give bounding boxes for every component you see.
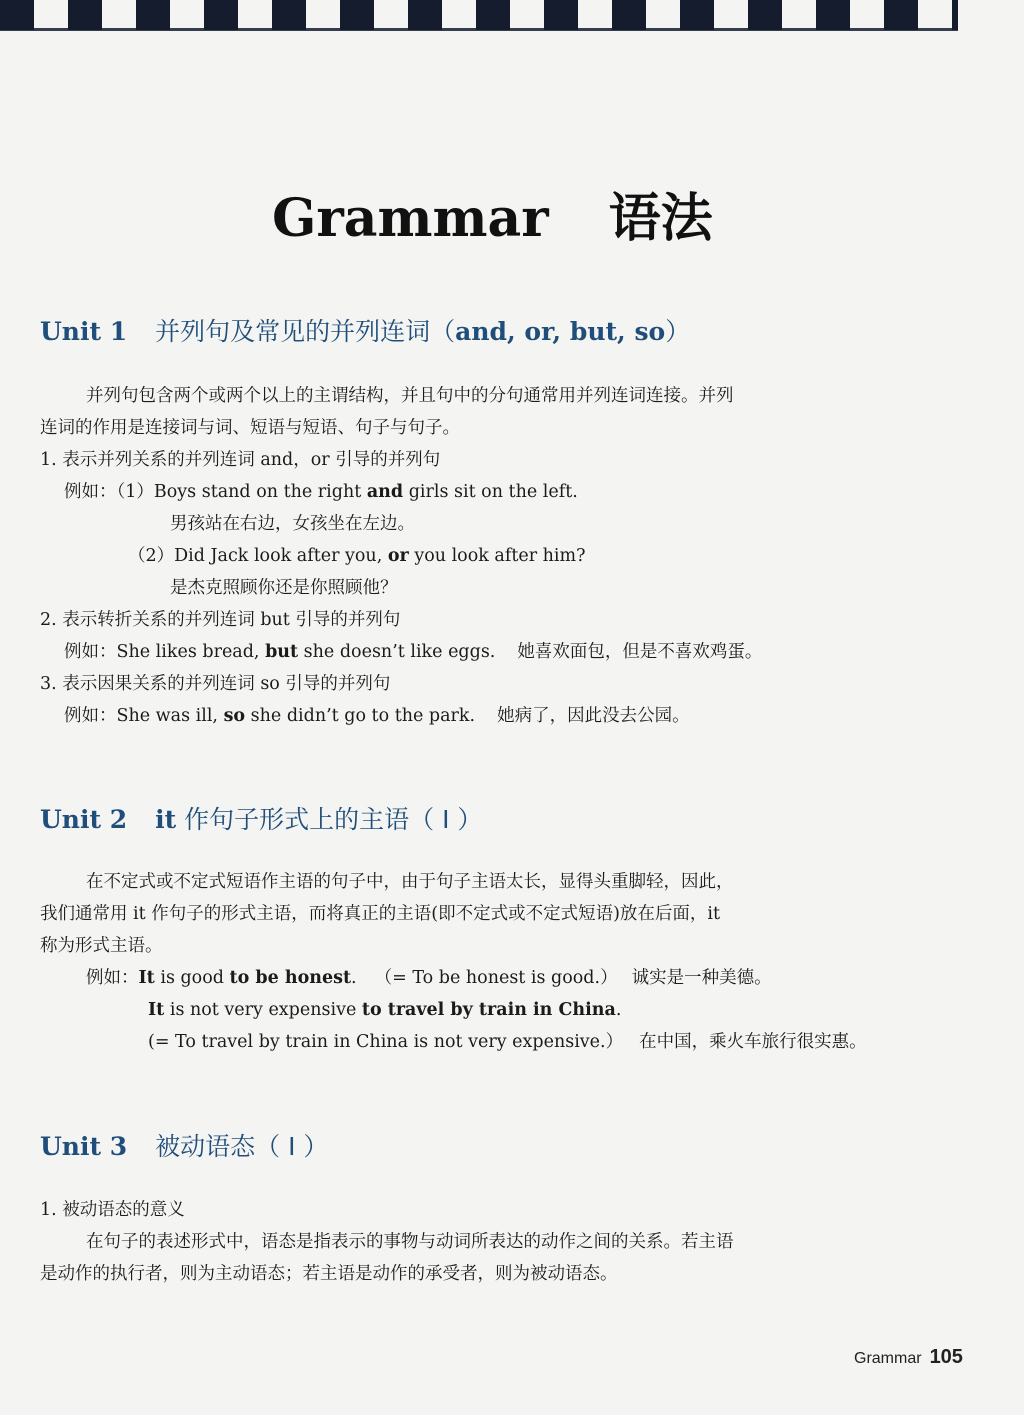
unit3-label: Unit 3	[40, 1132, 128, 1161]
page-number: 105	[929, 1346, 963, 1368]
conjunction-or: or	[387, 546, 409, 566]
unit3-item1-heading: 1. 被动语态的意义	[40, 1200, 185, 1220]
example-translation: 她喜欢面包，但是不喜欢鸡蛋。	[517, 642, 763, 662]
example-label: 例如：	[64, 482, 117, 502]
example-bold: It	[138, 968, 155, 988]
unit1-example2	[128, 540, 585, 572]
example-text: girls sit on the left.	[403, 482, 578, 502]
unit1-example4	[64, 700, 690, 732]
unit1-example2-translation: 是杰克照顾你还是你照顾他？	[170, 578, 398, 598]
unit3-intro-line1: 在句子的表述形式中，语态是指表示的事物与动词所表达的动作之间的关系。若主语	[86, 1232, 734, 1252]
example-text: is good	[154, 968, 230, 988]
unit1-topic-en: and, or, but, so	[455, 317, 666, 346]
unit1-example1-translation: 男孩站在右边，女孩坐在左边。	[170, 514, 415, 534]
example-translation: 诚实是一种美德。	[631, 968, 772, 988]
unit1-item3-heading: 3. 表示因果关系的并列连词 so 引导的并列句	[40, 674, 391, 694]
example-label: 例如：	[86, 968, 139, 988]
example-bold: It	[148, 1000, 165, 1020]
unit2-intro-line3: 称为形式主语。	[40, 936, 163, 956]
page-footer	[854, 1346, 963, 1369]
title-chinese: 语法	[608, 189, 713, 249]
conjunction-but: but	[265, 642, 299, 662]
unit1-intro-line2: 连词的作用是连接词与词、短语与短语、句子与句子。	[40, 418, 460, 438]
example-label: 例如：	[64, 642, 117, 662]
example-number: （1）	[116, 482, 154, 502]
unit3-heading	[40, 1127, 328, 1163]
example-text: She was ill,	[116, 706, 224, 726]
unit2-example1	[86, 962, 772, 994]
unit3-intro-line2: 是动作的执行者，则为主动语态；若主语是动作的承受者，则为被动语态。	[40, 1264, 618, 1284]
conjunction-and: and	[366, 482, 404, 502]
example-translation: 在中国，乘火车旅行很实惠。	[639, 1032, 867, 1052]
unit2-label: Unit 2	[40, 805, 128, 834]
example-text: Did Jack look after you,	[174, 546, 388, 566]
example-text: you look after him?	[408, 546, 586, 566]
unit2-example2	[148, 994, 621, 1026]
unit2-intro-line2: 我们通常用 it 作句子的形式主语，而将真正的主语(即不定式或不定式短语)放在后面，it	[40, 904, 721, 924]
unit2-example2-paraphrase	[148, 1026, 867, 1058]
example-number: （2）	[128, 546, 175, 566]
example-text: She likes bread,	[116, 642, 266, 662]
unit2-topic-cn: 作句子形式上的主语（ Ⅰ ）	[176, 805, 483, 834]
unit3-topic: 被动语态（ Ⅰ ）	[155, 1132, 329, 1161]
unit1-example1	[64, 476, 578, 508]
unit1-topic	[155, 317, 690, 346]
unit1-example3	[64, 636, 762, 668]
page-title	[272, 176, 713, 251]
unit1-topic-close: ）	[665, 317, 691, 346]
example-text: she doesn’t like eggs.	[298, 642, 496, 662]
example-paraphrase: （= To be honest is good.）	[374, 968, 618, 988]
unit1-topic-cn: 并列句及常见的并列连词（	[155, 317, 456, 346]
example-text: .	[615, 1000, 622, 1020]
unit1-heading	[40, 312, 690, 348]
example-text: she didn’t go to the park.	[245, 706, 476, 726]
unit1-intro-line1: 并列句包含两个或两个以上的主谓结构，并且句中的分句通常用并列连词连接。并列	[86, 386, 734, 406]
unit2-topic	[155, 805, 482, 834]
title-english: Grammar	[272, 188, 549, 249]
footer-label: Grammar	[854, 1350, 922, 1367]
example-label: 例如：	[64, 706, 117, 726]
example-translation: 她病了，因此没去公园。	[497, 706, 690, 726]
unit1-item2-heading: 2. 表示转折关系的并列连词 but 引导的并列句	[40, 610, 401, 630]
example-paraphrase: (= To travel by train in China is not very expensive.）	[148, 1032, 624, 1052]
example-text: Boys stand on the right	[153, 482, 367, 502]
example-bold: to be honest	[229, 968, 352, 988]
unit2-intro-line1: 在不定式或不定式短语作主语的句子中，由于句子主语太长，显得头重脚轻，因此，	[86, 872, 734, 892]
example-text: is not very expensive	[164, 1000, 362, 1020]
conjunction-so: so	[223, 706, 246, 726]
unit1-item1-heading: 1. 表示并列关系的并列连词 and，or 引导的并列句	[40, 450, 441, 470]
binding-strip-base	[0, 28, 958, 31]
unit2-heading	[40, 800, 482, 836]
binding-strip	[0, 0, 958, 30]
unit2-topic-en: it	[155, 805, 177, 834]
example-text: .	[351, 968, 357, 988]
unit1-label: Unit 1	[40, 317, 128, 346]
example-bold: to travel by train in China	[361, 1000, 616, 1020]
